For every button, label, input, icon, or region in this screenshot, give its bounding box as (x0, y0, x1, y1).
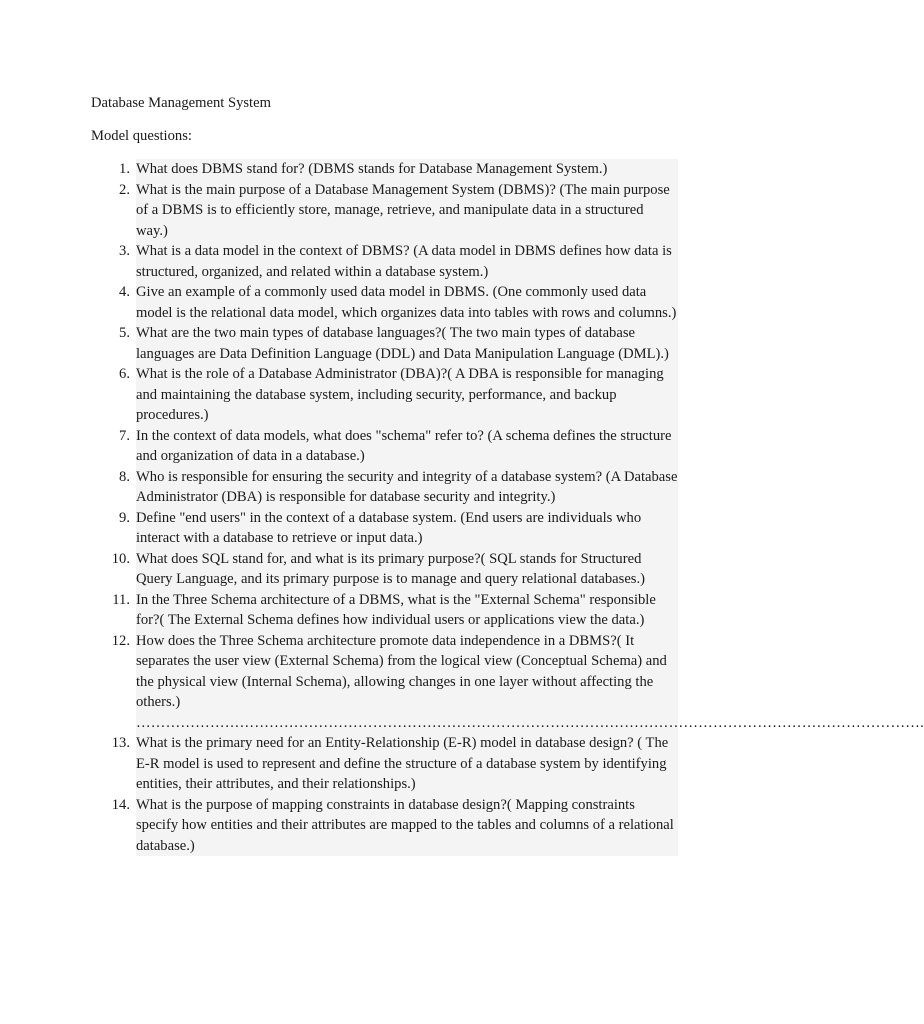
item-number: 6. (119, 366, 130, 382)
list-item (91, 795, 691, 857)
item-text: What does DBMS stand for? (DBMS stands for Database Management System.) (136, 159, 678, 180)
item-number: 8. (119, 468, 130, 485)
item-number: 3. (119, 243, 130, 259)
item-text: How does the Three Schema architecture promote data independence in a DBMS?( It separates the user view (External Schema) from the logical view (Conceptual Schema) and the physical view (Internal Schema), allowing changes in one layer without affecting the others.) (136, 632, 667, 710)
list-item (91, 364, 691, 426)
section-subtitle: Model questions: (91, 128, 192, 144)
item-text: Give an example of a commonly used data model in DBMS. (One commonly used data model is the relational data model, which organizes data into tables with rows and columns.) (136, 282, 678, 323)
item-text: What is a data model in the context of DBMS? (A data model in DBMS defines how data is structured, organized, and related within a database system.) (136, 241, 678, 282)
list-item (91, 508, 691, 549)
item-text: Who is responsible for ensuring the security and integrity of a database system? (A Database Administrator (DBA) is responsible for database security and integrity.) (136, 467, 678, 508)
item-number: 12. (111, 632, 130, 649)
list-item (91, 631, 924, 734)
item-number: 14. (111, 796, 130, 813)
item-text: What are the two main types of database languages?( The two main types of database languages are Data Definition Language (DDL) and Data Manipulation Language (DML).) (136, 323, 678, 364)
list-item (91, 241, 691, 282)
dotted-leader: ……………………………………………………………………………………………………………………………………………. (136, 713, 678, 734)
item-text-with-dots (136, 631, 924, 734)
list-item (91, 159, 691, 180)
item-text: What is the main purpose of a Database Management System (DBMS)? (The main purpose of a DBMS is to efficiently store, manage, retrieve, and manipulate data in a structured way.) (136, 180, 678, 242)
item-text: What is the role of a Database Administrator (DBA)?( A DBA is responsible for managing and maintaining the database system, including security, performance, and backup procedures.) (136, 364, 678, 426)
item-text: In the Three Schema architecture of a DBMS, what is the "External Schema" responsible for?( The External Schema defines how individual users or applications view the data.) (136, 590, 678, 631)
item-number: 2. (119, 181, 130, 198)
question-list (91, 159, 924, 856)
item-number: 7. (119, 427, 130, 444)
item-text: What does SQL stand for, and what is its primary purpose?( SQL stands for Structured Query Language, and its primary purpose is to manage and query relational databases.) (136, 549, 678, 590)
list-item (91, 426, 691, 467)
item-text: Define "end users" in the context of a database system. (End users are individuals who interact with a database to retrieve or input data.) (136, 508, 678, 549)
list-item (91, 180, 691, 242)
item-text: What is the primary need for an Entity-Relationship (E-R) model in database design? ( The E-R model is used to represent and define the structure of a database system by identifying entities, their attributes, and their relationships.) (136, 733, 678, 795)
item-number: 1. (119, 161, 130, 177)
item-number: 13. (111, 735, 130, 751)
list-item (91, 549, 691, 590)
item-number: 4. (119, 284, 130, 300)
list-item (91, 467, 691, 508)
item-number: 5. (119, 325, 130, 341)
list-item (91, 590, 691, 631)
document-title: Database Management System (91, 95, 271, 111)
item-number: 10. (111, 550, 130, 567)
list-item (91, 323, 691, 364)
list-item (91, 282, 691, 323)
item-text: In the context of data models, what does "schema" refer to? (A schema defines the structure and organization of data in a database.) (136, 426, 678, 467)
item-text: What is the purpose of mapping constraints in database design?( Mapping constraints specify how entities and their attributes are mapped to the tables and columns of a relational database.) (136, 795, 678, 857)
item-number: 11. (112, 591, 130, 608)
item-number: 9. (119, 509, 130, 526)
list-item (91, 733, 691, 795)
